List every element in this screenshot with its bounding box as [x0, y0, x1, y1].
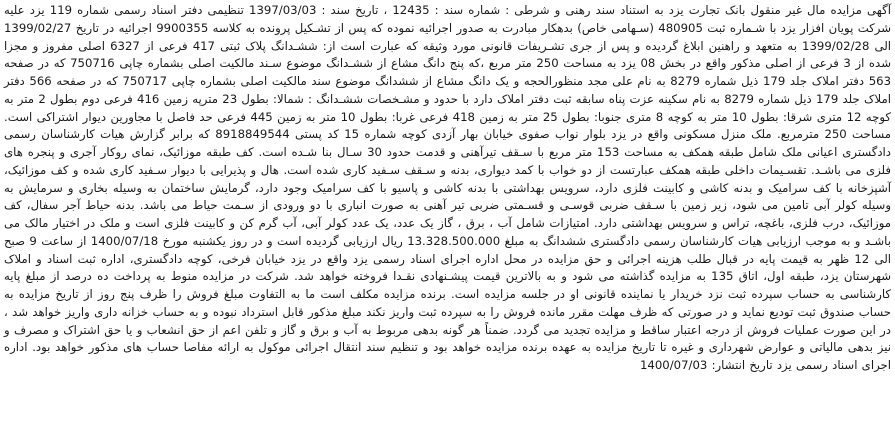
auction-notice-text: آگهی مزایده مال غیر منقول بانک تجارت یزد به استناد سند رهنی و شرطی : شماره سند : 12435 ، تاریخ سند : 1397/03/03 تنظیمی دفتر اسناد رسمی شماره 119 یزد علیه شرکت پویان افزار یزد با شـماره ثبت 480905 (سـهامی خاص) بدهکار مبادرت به صدور اجرائیه نموده که پس از تشـکیل پرونده به کلاسه 9900355 اجرائیه در تاریخ 1399/02/27 الی 1399/02/28 به متعهد و راهنین ابلاغ گردیده و پس از جری تشـریفات قانونی مورد وثیقه که عبارت است از: ششـدانگ پلاک ثبتی 417 فرعی از 6327 اصلی مفروز و مجزا شده از 3 فرعی از اصلی مذکور واقع در بخش 08 یزد به مساحت 250 متر مربع ،که پنج دانگ مشاع از ششـدانگ موضوع سـند مالکیت اصلی بشماره چاپی 750716 که در صفحه 563 دفتر املاک جلد 179 ذیل شماره 8279 به نام علی مجد منظورالحجه و یک دانگ مشاع از ششدانگ موضوع سند مالکیت اصلی بشماره چاپی 750717 که در صفحه 566 دفتر املاک جلد 179 ذیل شماره 8279 به نام سکینه عزت پناه سابقه ثبت دفتر املاک دارد با حدود و مشـخصات ششـدانگ : شمالا: بطول 23 مترپه زمین 416 فرعی دوم بطول 2 متر به کوچه 12 متری شرقا: بطول 10 متر به کوچه 8 متری جنوبا: بطول 25 متر به زمین 418 فرعی غربا: بطول 10 متر به زمین 445 فرعی حد فاصل با مجاورین دیوار اشتراکی است. مساحت 250 مترمربع. ملک منزل مسکونی واقع در یزد بلوار نواب صفوی خیابان بهار آزدی کوچه شماره 15 کد پستی 8918849544 که برابر گزارش هیات کارشناسان رسمی دادگستری اعیانی ملک شامل طبقه همکف به مساحت 153 متر مربع با سـقف تیرآهنی و قدمت حدود 30 سـال بنا شـده است. کف طبقه موزائیک، نمای روکار آجری و پنجره های فلزی می باشـد. تقسـیمات داخلی طبقه همکف عبارتست از دو خواب با کمد دیواری، بدنه و سـقف سـفید کاری شده است. هال و پذیرایی با دیوار سـفید کاری شده و کف موزائیک، آشپزخانه با کف سرامیک و بدنه کاشی و کابینت فلزی دارد، سرویس بهداشتی با بدنه کاشی و پاسیو با کف سرامیک وجود دارد، گرمایش ساختمان به وسیله بخاری و سرمایش به وسیله کولر آبی تامین می شود، زیر زمین با سـقف ضربی قوسـی و قسـمتی ضربی تیر آهنی به صورت انباری با دو ورودی از سـمت حیاط می باشد. بدنه حیاط آجر سفال، کف موزائیک، درب فلزی، باغچه، تراس و سرویس بهداشتی دارد. امتیازات شامل آب ، برق ، گاز یک عدد، یک عدد کولر آبی، آب گرم کن و کابینت فلزی است و ملک در اختیار مالک می باشـد و به موجب ارزیابی هیات کارشناسان رسمی دادگستری ششدانگ به مبلغ 13.328.500.000 ریال ارزیابی گردیده است و در روز یکشنبه مورخ 1400/07/18 از ساعت 9 صبح الی 12 ظهر به قیمت پایه در قبال طلب هزینه اجرائی و حق مزایده در محل اداره اجرای اسناد رسمی یزد واقع در یزد خیابان فرخی، کوچه دادگستری، اداره ثبت اسناد و املاک شهرستان یزد، طبقه اول، اتاق 135 به مزایده گذاشته می شود و به بالاترین قیمت پیشـنهادی نقـدا فروخته خواهد شد. شرکت در مزایده منوط به پرداخت ده درصد از مبلغ پایه کارشناسی به حساب سپرده ثبت نزد خریدار یا نماینده قانونی او در جلسه مزایده است. برنده مزایده مکلف است ما به التفاوت مبلغ فروش را ظرف پنج روز از تاریخ مزایده به حساب صندوق ثبت تودیع نماید و در صورتی که ظرف مهلت مقرر مانده فروش را به سپرده ثبت واریز نکند مبلغ مذکور قابل استرداد نبوده و به حساب خزانه داری واریز خواهد شد ، در این صورت عملیات فروش از درجه اعتبار ساقط و مزایده تجدید می گردد. ضمناً هر گونه بدهی مربوط به آب و برق و گاز و تلفن اعم از حق انشعاب و یا حق اشتراک و مصرف و نیز بدهی مالیاتی و عوارض شهرداری و غیره تا تاریخ مزایده به عهده برنده مزایده خواهد بود و تنظیم سند انتقال اجرائی موکول به ارائه مفاصا حساب های مذکور خواهد بود. اداره اجرای اسناد رسمی یزد تاریخ انتشار: 1400/07/03 — [4, 3, 892, 372]
